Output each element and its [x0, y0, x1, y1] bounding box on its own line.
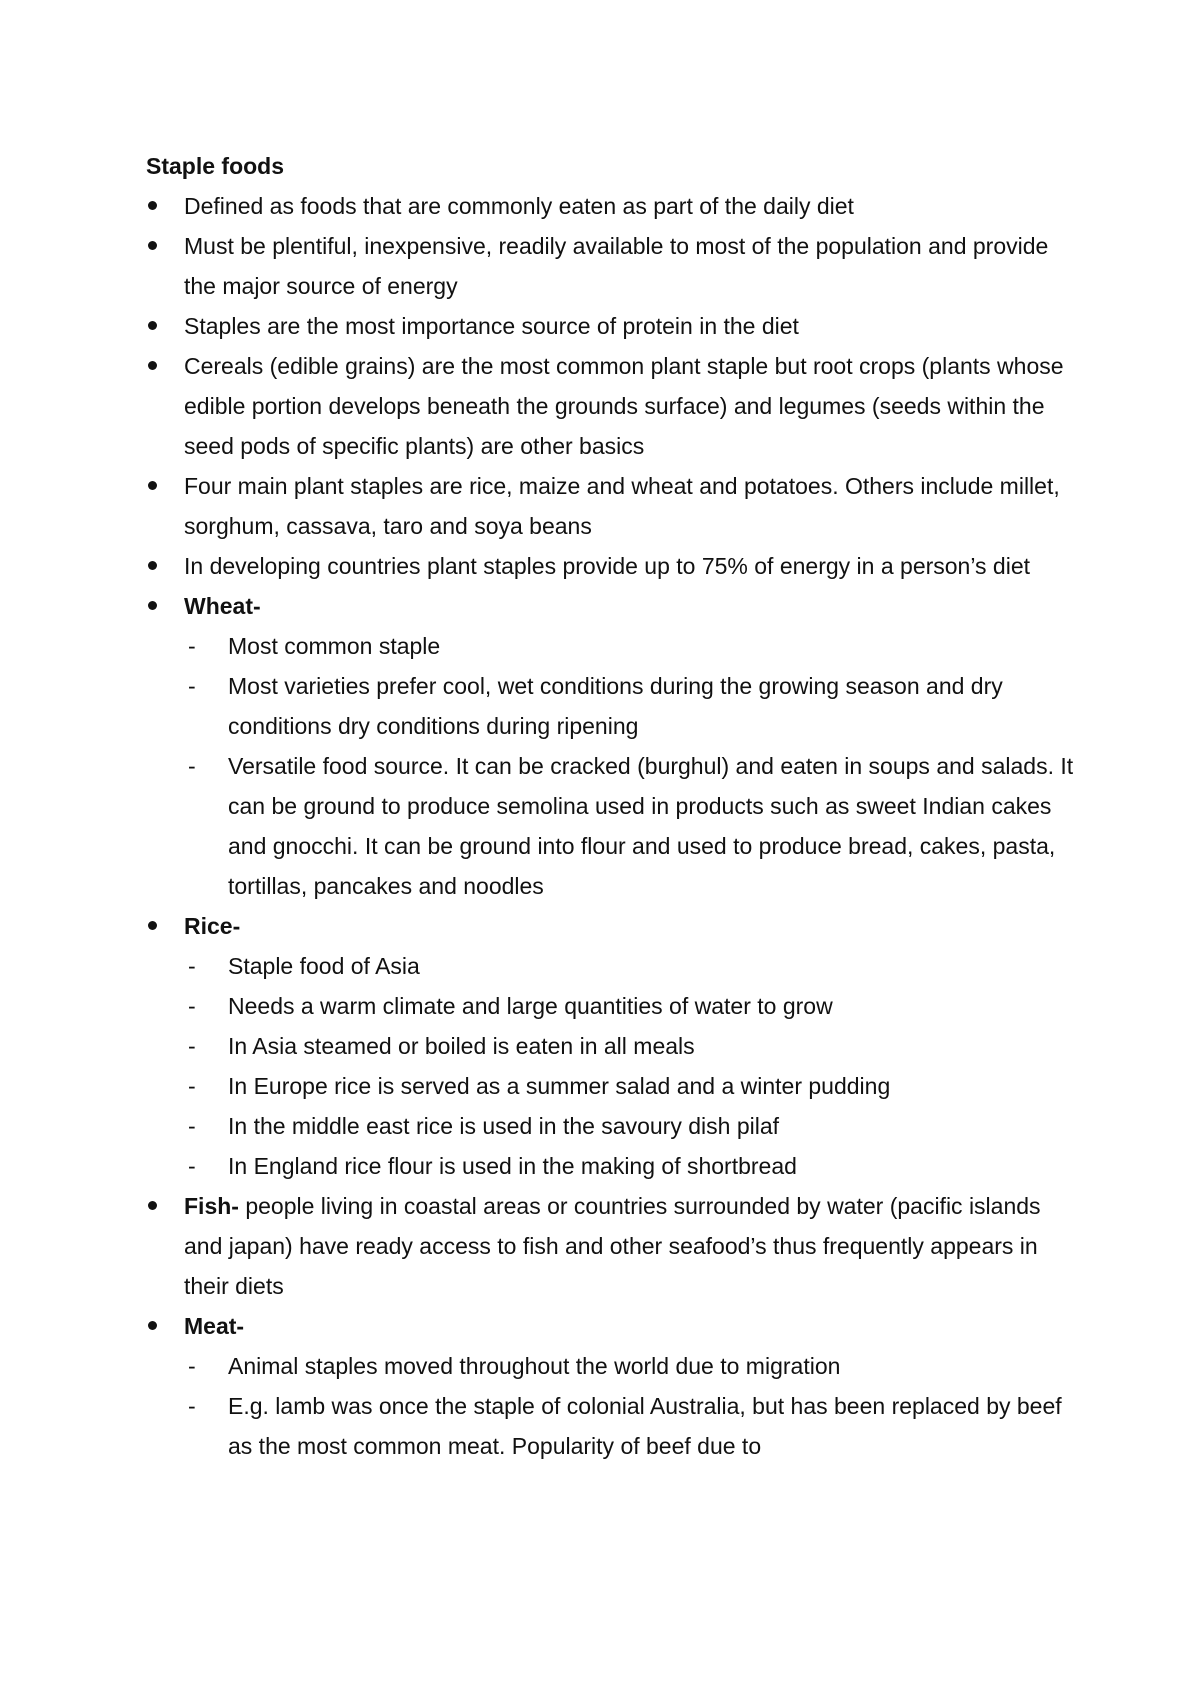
- dash-marker-icon: -: [188, 953, 196, 979]
- document-content: [146, 146, 1076, 1466]
- sub-item-text: Staple food of Asia: [228, 953, 420, 979]
- dash-marker-icon: -: [188, 1113, 196, 1139]
- sub-item: [184, 746, 1076, 906]
- bullet-heading: Meat-: [184, 1313, 245, 1339]
- bullet-item: [146, 306, 1076, 346]
- sub-item: [184, 1106, 1076, 1146]
- sub-item: [184, 626, 1076, 666]
- dash-marker-icon: -: [188, 1073, 196, 1099]
- bullet-item: [146, 346, 1076, 466]
- sub-item-text: In Europe rice is served as a summer salad and a winter pudding: [228, 1073, 891, 1099]
- bullet-dot-icon: [148, 561, 157, 570]
- bullet-dot-icon: [148, 1201, 157, 1210]
- sub-list: [184, 1346, 1076, 1466]
- sub-item-text: E.g. lamb was once the staple of colonial Australia, but has been replaced by beef as the most common meat. Popularity of beef due to: [228, 1393, 1062, 1459]
- bullet-item: [146, 586, 1076, 906]
- dash-marker-icon: -: [188, 993, 196, 1019]
- bullet-item: [146, 226, 1076, 306]
- sub-item: [184, 1026, 1076, 1066]
- sub-item: [184, 1146, 1076, 1186]
- bullet-item: [146, 546, 1076, 586]
- sub-item-text: In Asia steamed or boiled is eaten in all meals: [228, 1033, 695, 1059]
- dash-marker-icon: -: [188, 1393, 196, 1419]
- sub-item: [184, 1386, 1076, 1466]
- sub-item: [184, 986, 1076, 1026]
- dash-marker-icon: -: [188, 1153, 196, 1179]
- bullet-dot-icon: [148, 241, 157, 250]
- bullet-dot-icon: [148, 1321, 157, 1330]
- bullet-item: [146, 1306, 1076, 1466]
- bullet-text: Defined as foods that are commonly eaten as part of the daily diet: [184, 193, 854, 219]
- bullet-dot-icon: [148, 321, 157, 330]
- bullet-text: Four main plant staples are rice, maize and wheat and potatoes. Others include millet, sorghum, cassava, taro and soya beans: [184, 473, 1060, 539]
- bullet-heading: Fish-: [184, 1193, 239, 1219]
- dash-marker-icon: -: [188, 673, 196, 699]
- dash-marker-icon: -: [188, 1353, 196, 1379]
- bullet-item: [146, 466, 1076, 546]
- bullet-heading: Rice-: [184, 913, 241, 939]
- sub-item-text: Animal staples moved throughout the world due to migration: [228, 1353, 841, 1379]
- sub-item-text: Versatile food source. It can be cracked (burghul) and eaten in soups and salads. It can be ground to produce semolina used in products such as sweet Indian cakes and gnocchi. It can be ground into flour and used to produce bread, cakes, pasta, tortillas, pancakes and noodles: [228, 753, 1074, 899]
- dash-marker-icon: -: [188, 633, 196, 659]
- bullet-text: Must be plentiful, inexpensive, readily available to most of the population and provide the major source of energy: [184, 233, 1049, 299]
- bullet-dot-icon: [148, 361, 157, 370]
- sub-item: [184, 946, 1076, 986]
- bullet-item: [146, 906, 1076, 1186]
- bullet-dot-icon: [148, 921, 157, 930]
- page-title: Staple foods: [146, 153, 285, 179]
- sub-list: [184, 946, 1076, 1186]
- dash-marker-icon: -: [188, 753, 196, 779]
- dash-marker-icon: -: [188, 1033, 196, 1059]
- sub-item: [184, 1066, 1076, 1106]
- bullet-text: In developing countries plant staples provide up to 75% of energy in a person’s diet: [184, 553, 1031, 579]
- bullet-text: people living in coastal areas or countries surrounded by water (pacific islands and japan) have ready access to fish and other seafood’s thus frequently appears in their diets: [184, 1193, 1041, 1299]
- bullet-text: Staples are the most importance source of protein in the diet: [184, 313, 799, 339]
- sub-item: [184, 1346, 1076, 1386]
- sub-item-text: Needs a warm climate and large quantities of water to grow: [228, 993, 833, 1019]
- bullet-heading: Wheat-: [184, 593, 261, 619]
- sub-item-text: In the middle east rice is used in the savoury dish pilaf: [228, 1113, 780, 1139]
- sub-item-text: Most varieties prefer cool, wet conditions during the growing season and dry conditions dry conditions during ripening: [228, 673, 1003, 739]
- bullet-dot-icon: [148, 601, 157, 610]
- bullet-item: [146, 186, 1076, 226]
- sub-item: [184, 666, 1076, 746]
- sub-item-text: Most common staple: [228, 633, 441, 659]
- bullet-item: [146, 1186, 1076, 1306]
- bullet-dot-icon: [148, 201, 157, 210]
- sub-list: [184, 626, 1076, 906]
- bullet-dot-icon: [148, 481, 157, 490]
- sub-item-text: In England rice flour is used in the making of shortbread: [228, 1153, 797, 1179]
- bullet-text: Cereals (edible grains) are the most common plant staple but root crops (plants whose edible portion develops beneath the grounds surface) and legumes (seeds within the seed pods of specific plants) are other basics: [184, 353, 1064, 459]
- bullet-list: [146, 186, 1076, 1466]
